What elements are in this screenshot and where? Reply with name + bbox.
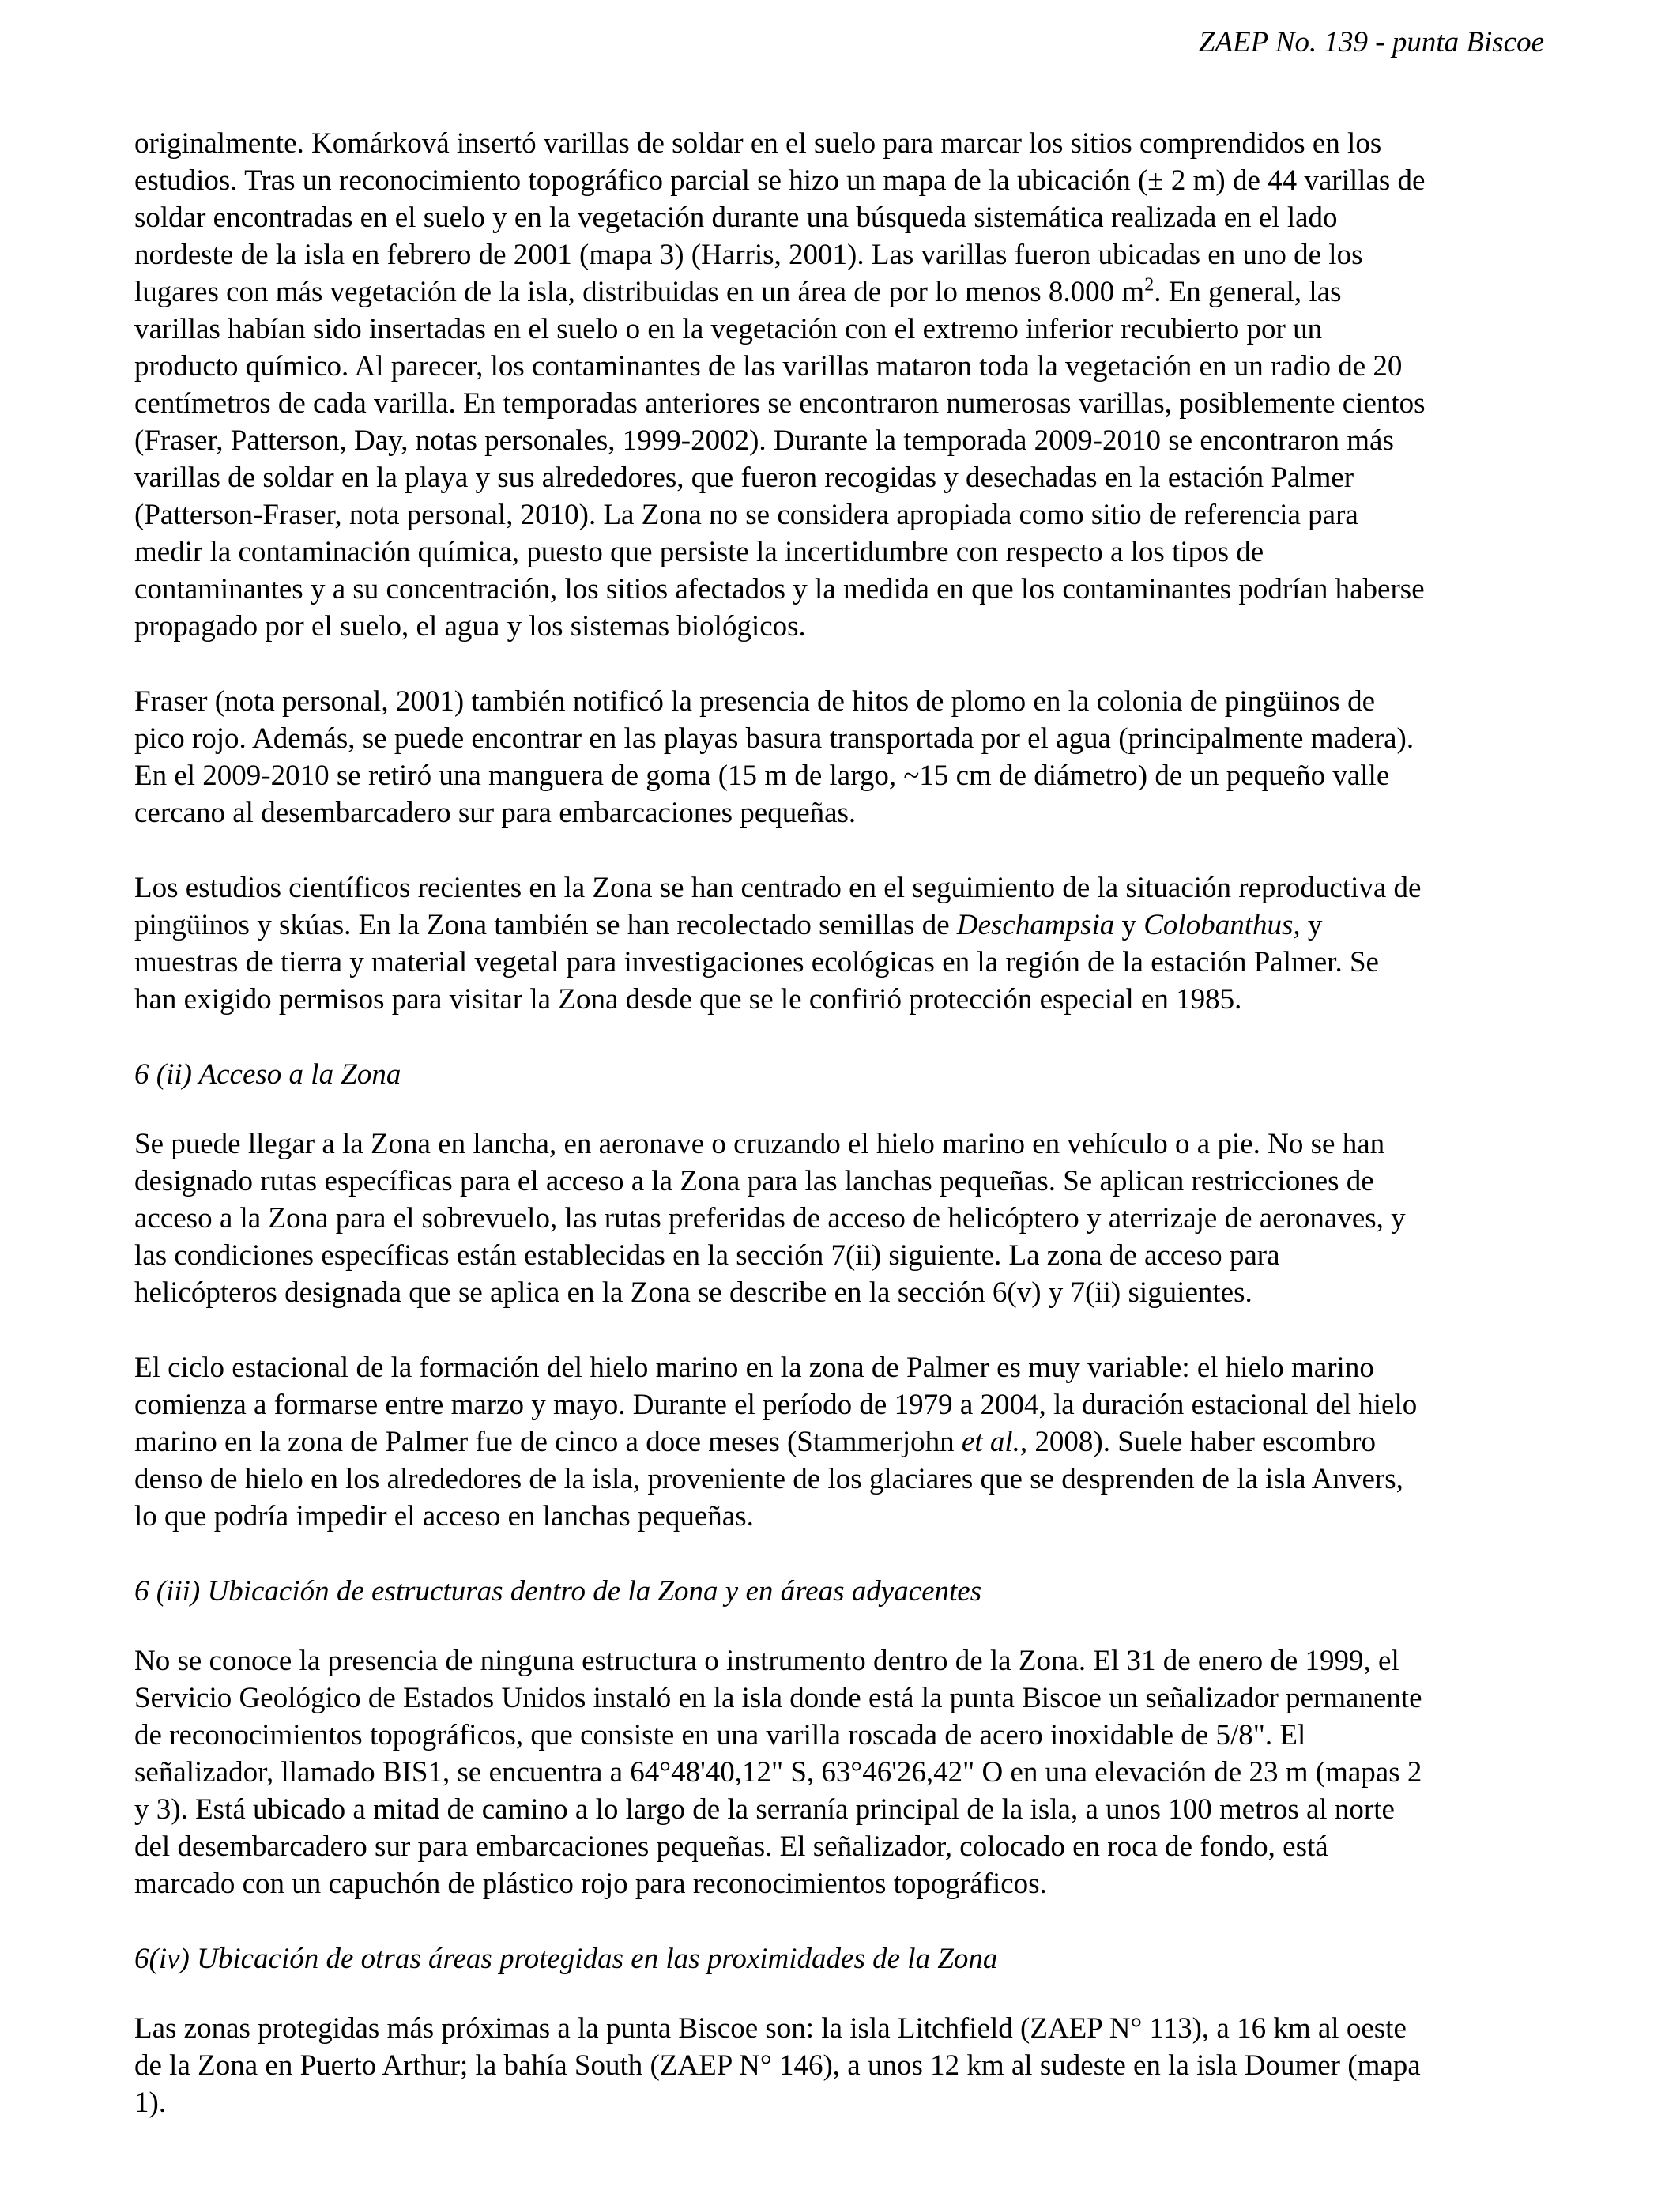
paragraph-access-routes <box>134 1125 1549 1311</box>
running-header: ZAEP No. 139 - punta Biscoe <box>1198 26 1544 58</box>
section-heading-access: 6 (ii) Acceso a la Zona <box>134 1058 401 1091</box>
text-run: y <box>1114 909 1144 941</box>
text-line: cercano al desembarcadero sur para embarcaciones pequeñas. <box>134 797 857 829</box>
text-line: y 3). Está ubicado a mitad de camino a lo largo de la serranía principal de la isla, a unos 100 metros al norte <box>134 1793 1395 1826</box>
text-line: Servicio Geológico de Estados Unidos instaló en la isla donde está la punta Biscoe un señalizador permanente <box>134 1682 1422 1714</box>
section-heading-structures: 6 (iii) Ubicación de estructuras dentro de la Zona y en áreas adyacentes <box>134 1575 982 1608</box>
text-line: de reconocimientos topográficos, que consiste en una varilla roscada de acero inoxidable de 5/8". El <box>134 1719 1306 1751</box>
document-body <box>134 125 1549 2121</box>
paragraph-nearby-areas <box>134 2010 1549 2121</box>
text-line: de la Zona en Puerto Arthur; la bahía South (ZAEP N° 146), a unos 12 km al sudeste en la isla Doumer (mapa <box>134 2049 1421 2082</box>
superscript: 2 <box>1144 274 1155 296</box>
text-line: helicópteros designada que se aplica en la Zona se describe en la sección 6(v) y 7(ii) siguientes. <box>134 1276 1252 1309</box>
species-name: Colobanthus, <box>1143 909 1301 941</box>
text-line: pico rojo. Además, se puede encontrar en las playas basura transportada por el agua (principalmente madera). <box>134 722 1414 755</box>
text-line: Los estudios científicos recientes en la Zona se han centrado en el seguimiento de la situación reproductiva de <box>134 872 1422 904</box>
text-run: . En general, las <box>1154 276 1342 308</box>
text-line: varillas habían sido insertadas en el suelo o en la vegetación con el extremo inferior recubierto por un <box>134 313 1323 345</box>
text-line: En el 2009-2010 se retiró una manguera de goma (15 m de largo, ~15 cm de diámetro) de un pequeño valle <box>134 760 1390 792</box>
text-line: denso de hielo en los alrededores de la isla, proveniente de los glaciares que se desprenden de la isla Anvers, <box>134 1463 1403 1495</box>
text-line: señalizador, llamado BIS1, se encuentra a 64°48'40,12" S, 63°46'26,42" O en una elevación de 23 m (mapas 2 <box>134 1756 1422 1789</box>
text-line: soldar encontradas en el suelo y en la vegetación durante una búsqueda sistemática realizada en el lado <box>134 202 1338 234</box>
text-line: producto químico. Al parecer, los contaminantes de las varillas mataron toda la vegetación en un radio de 20 <box>134 350 1403 383</box>
text-line: propagado por el suelo, el agua y los sistemas biológicos. <box>134 610 806 643</box>
text-line: del desembarcadero sur para embarcaciones pequeñas. El señalizador, colocado en roca de fondo, está <box>134 1830 1328 1863</box>
text-line: varillas de soldar en la playa y sus alrededores, que fueron recogidas y desechadas en la estación Palmer <box>134 462 1354 494</box>
paragraph-welding-rods <box>134 125 1549 645</box>
text-line: Se puede llegar a la Zona en lancha, en aeronave o cruzando el hielo marino en vehículo o a pie. No se han <box>134 1128 1385 1160</box>
text-line <box>134 907 1549 944</box>
text-line: medir la contaminación química, puesto que persiste la incertidumbre con respecto a los tipos de <box>134 536 1264 568</box>
text-line: estudios. Tras un reconocimiento topográfico parcial se hizo un mapa de la ubicación (± 2 m) de 44 varillas de <box>134 164 1426 197</box>
text-line: las condiciones específicas están establecidas en la sección 7(ii) siguiente. La zona de acceso para <box>134 1239 1280 1272</box>
text-line: muestras de tierra y material vegetal para investigaciones ecológicas en la región de la estación Palmer. Se <box>134 946 1379 978</box>
text-run: pingüinos y skúas. En la Zona también se han recolectado semillas de <box>134 909 957 941</box>
text-line: marcado con un capuchón de plástico rojo para reconocimientos topográficos. <box>134 1868 1047 1900</box>
text-line: originalmente. Komárková insertó varillas de soldar en el suelo para marcar los sitios comprendidos en los <box>134 127 1382 160</box>
species-name: Deschampsia <box>956 909 1115 941</box>
text-line: (Fraser, Patterson, Day, notas personales, 1999-2002). Durante la temporada 2009-2010 se encontraron más <box>134 424 1394 457</box>
text-run: marino en la zona de Palmer fue de cinco a doce meses (Stammerjohn <box>134 1426 962 1458</box>
text-line <box>134 1423 1549 1461</box>
text-line <box>134 273 1549 311</box>
paragraph-recent-studies <box>134 869 1549 1018</box>
text-line: centímetros de cada varilla. En temporadas anteriores se encontraron numerosas varillas, posiblemente cientos <box>134 387 1426 420</box>
citation-etal: et al. <box>961 1426 1020 1458</box>
text-line: acceso a la Zona para el sobrevuelo, las rutas preferidas de acceso de helicóptero y aterrizaje de aeronaves, y <box>134 1202 1406 1235</box>
paragraph-lead-markers <box>134 683 1549 831</box>
text-line: nordeste de la isla en febrero de 2001 (mapa 3) (Harris, 2001). Las varillas fueron ubicadas en uno de los <box>134 239 1363 271</box>
text-line: (Patterson-Fraser, nota personal, 2010). La Zona no se considera apropiada como sitio de referencia para <box>134 499 1358 531</box>
text-run: y <box>1300 909 1323 941</box>
text-run: lugares con más vegetación de la isla, distribuidas en un área de por lo menos 8.000 m <box>134 276 1145 308</box>
text-line: lo que podría impedir el acceso en lanchas pequeñas. <box>134 1500 754 1532</box>
text-line: comienza a formarse entre marzo y mayo. Durante el período de 1979 a 2004, la duración estacional del hielo <box>134 1389 1418 1421</box>
text-line: Las zonas protegidas más próximas a la punta Biscoe son: la isla Litchfield (ZAEP N° 113), a 16 km al oeste <box>134 2012 1407 2045</box>
section-heading-other-areas: 6(iv) Ubicación de otras áreas protegidas en las proximidades de la Zona <box>134 1943 998 1975</box>
paragraph-survey-marker <box>134 1642 1549 1902</box>
text-line: 1). <box>134 2087 167 2119</box>
text-line: El ciclo estacional de la formación del hielo marino en la zona de Palmer es muy variable: el hielo marino <box>134 1351 1374 1384</box>
text-line: designado rutas específicas para el acceso a la Zona para las lanchas pequeñas. Se aplican restricciones de <box>134 1165 1374 1197</box>
text-line: No se conoce la presencia de ninguna estructura o instrumento dentro de la Zona. El 31 de enero de 1999, el <box>134 1645 1399 1677</box>
text-run: , 2008). Suele haber escombro <box>1019 1426 1376 1458</box>
text-line: contaminantes y a su concentración, los sitios afectados y la medida en que los contaminantes podrían haberse <box>134 573 1425 605</box>
text-line: han exigido permisos para visitar la Zona desde que se le confirió protección especial en 1985. <box>134 983 1242 1016</box>
text-line: Fraser (nota personal, 2001) también notificó la presencia de hitos de plomo en la colonia de pingüinos de <box>134 685 1376 718</box>
paragraph-sea-ice <box>134 1349 1549 1535</box>
